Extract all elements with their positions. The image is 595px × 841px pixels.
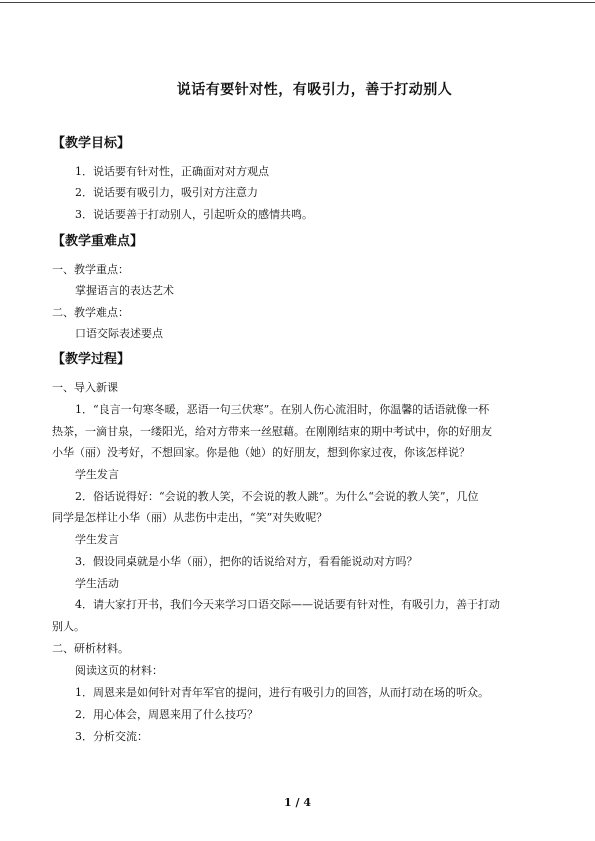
part2-label: 二、研析材料。 <box>52 642 129 655</box>
objective-item: 1．说话要有针对性，正确面对对方观点 <box>75 165 269 178</box>
objective-item: 2．说话要有吸引力，吸引对方注意力 <box>75 186 258 199</box>
student-note: 学生活动 <box>75 577 119 590</box>
paragraph-line: 别人。 <box>52 620 85 633</box>
paragraph-line: 2．俗话说得好：“会说的教人笑，不会说的教人跳”。为什么“会说的教人笑”，几位 <box>75 490 479 503</box>
section-heading-keypoints: 【教学重难点】 <box>52 234 144 249</box>
question-item: 2．用心体会，周恩来用了什么技巧？ <box>75 708 258 721</box>
paragraph-line: 热茶，一滴甘泉，一缕阳光，给对方带来一丝慰藉。在刚刚结束的期中考试中，你的好朋友 <box>52 425 492 438</box>
paragraph-line: 同学是怎样让小华（丽）从悲伤中走出，“笑”对失败呢？ <box>52 511 328 524</box>
objective-item: 3．说话要善于打动别人，引起听众的感情共鸣。 <box>75 208 313 221</box>
student-note: 学生发言 <box>75 533 119 546</box>
paragraph-line: 3．假设同桌就是小华（丽），把你的话说给对方，看看能说动对方吗？ <box>75 555 418 568</box>
focus-label: 一、教学重点： <box>52 263 129 276</box>
page-title: 说话有要针对性，有吸引力，善于打动别人 <box>176 82 453 98</box>
paragraph-line: 4．请大家打开书，我们今天来学习口语交际——说话要有针对性，有吸引力，善于打动 <box>75 598 500 611</box>
difficulty-text: 口语交际表述要点 <box>75 327 163 340</box>
paragraph-line: 小华（丽）没考好，不想回家。你是他（她）的好朋友，想到你家过夜，你该怎样说？ <box>52 446 470 459</box>
question-item: 3．分析交流： <box>75 730 148 743</box>
section-heading-objectives: 【教学目标】 <box>52 136 131 151</box>
part1-label: 一、导入新课 <box>52 381 118 394</box>
student-note: 学生发言 <box>75 468 119 481</box>
paragraph-line: 阅读这页的材料： <box>75 664 163 677</box>
page-number: 1 / 4 <box>284 796 311 809</box>
difficulty-label: 二、教学难点： <box>52 306 129 319</box>
focus-text: 掌握语言的表达艺术 <box>75 284 174 297</box>
question-item: 1．周恩来是如何针对青年军官的提问，进行有吸引力的回答，从而打动在场的听众。 <box>75 686 489 699</box>
section-heading-process: 【教学过程】 <box>52 352 131 367</box>
paragraph-line: 1．“良言一句寒冬暖，恶语一句三伏寒”。在别人伤心流泪时，你温馨的话语就像一杯 <box>75 403 490 416</box>
